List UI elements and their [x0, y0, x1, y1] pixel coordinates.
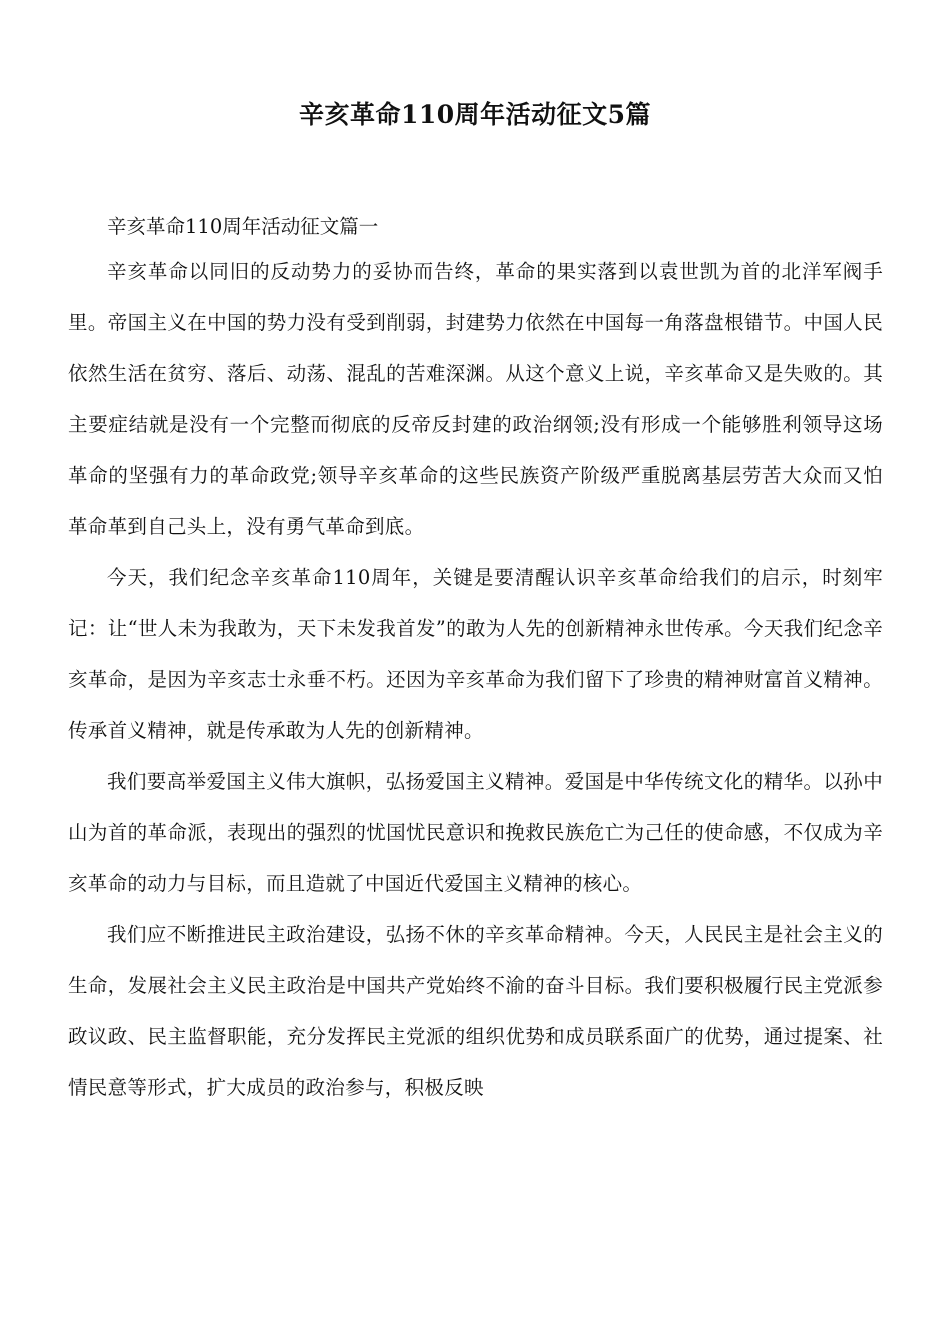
section-heading: 辛亥革命110周年活动征文篇一 — [107, 215, 379, 238]
paragraph-3: 我们要高举爱国主义伟大旗帜，弘扬爱国主义精神。爱国是中华传统文化的精华。以孙中山为首的革命派，表现出的强烈的忧国忧民意识和挽救民族危亡为己任的使命感，不仅成为辛亥革命的动力与目标，而且造就了中国近代爱国主义精神的核心。 — [68, 770, 883, 895]
document-body — [68, 210, 883, 1113]
paragraph-4: 我们应不断推进民主政治建设，弘扬不休的辛亥革命精神。今天，人民民主是社会主义的生命，发展社会主义民主政治是中国共产党始终不渝的奋斗目标。我们要积极履行民主党派参政议政、民主监督职能，充分发挥民主党派的组织优势和成员联系面广的优势，通过提案、社情民意等形式，扩大成员的政治参与，积极反映 — [68, 923, 883, 1099]
paragraph-2: 今天，我们纪念辛亥革命110周年，关键是要清醒认识辛亥革命给我们的启示，时刻牢记：让“世人未为我敢为，天下未发我首发”的敢为人先的创新精神永世传承。今天我们纪念辛亥革命，是因为辛亥志士永垂不朽。还因为辛亥革命为我们留下了珍贵的精神财富首义精神。传承首义精神，就是传承敢为人先的创新精神。 — [68, 566, 883, 742]
document-title: 辛亥革命110周年活动征文5篇 — [298, 100, 652, 129]
paragraph-1: 辛亥革命以同旧的反动势力的妥协而告终，革命的果实落到以袁世凯为首的北洋军阀手里。帝国主义在中国的势力没有受到削弱，封建势力依然在中国每一角落盘根错节。中国人民依然生活在贫穷、落后、动荡、混乱的苦难深渊。从这个意义上说，辛亥革命又是失败的。其主要症结就是没有一个完整而彻底的反帝反封建的政治纲领;没有形成一个能够胜利领导这场革命的坚强有力的革命政党;领导辛亥革命的这些民族资产阶级严重脱离基层劳苦大众而又怕革命革到自己头上，没有勇气革命到底。 — [68, 260, 883, 538]
